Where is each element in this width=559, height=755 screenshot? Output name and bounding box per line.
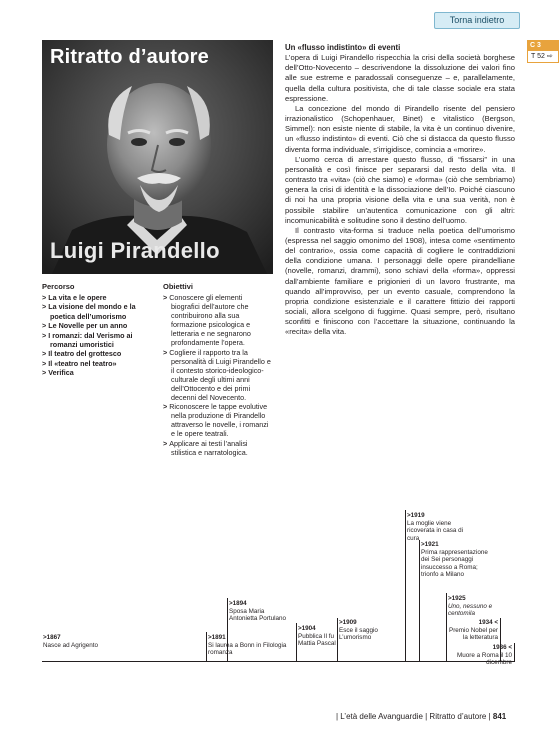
timeline-event-1921: >1921 Prima rappresentazione dei Sei personaggi insuccesso a Roma; trionfo a Milano: [421, 541, 488, 578]
section-title: Ritratto d’autore: [50, 46, 209, 68]
page-number: 841: [492, 712, 507, 721]
chapter-ref-link[interactable]: T 52 ⇨: [527, 51, 559, 63]
article-paragraph: Il contrasto vita-forma si traduce nella poetica dell’umorismo (espressa nel saggio omonimo del 1908), intesa come «sentimento del contrario», ossia come capacità di cogliere le contraddizioni della condizione umana. I personaggi delle opere pirandelliane (novelle, romanzi, drammi), sono schiavi della «forma», oppressi dall’ambiente familiare e prigionieri di un lavoro frustrante, ma quando all’improvviso, per un evento casuale, comprendono la propria condizione esistenziale e il carattere fittizio dei rapporti sociali, allora scelgono di fuggirne. Quasi sempre, però, risultano sconfitti e finiscono con l’accettare la situazione, continuando la «recita» della vita.: [285, 225, 515, 337]
percorso-item-teatro-grottesco[interactable]: > Il teatro del grottesco: [42, 349, 157, 358]
footer-page-title: | Ritratto d’autore |: [425, 712, 491, 721]
timeline-axis: [42, 661, 515, 662]
timeline-event-1936: 1936 < Muore a Roma il 10 dicembre: [457, 644, 512, 666]
timeline-marker: [405, 510, 406, 661]
article-paragraph: La concezione del mondo di Pirandello risente del pensiero irrazionalistico (Schopenhauer, Binet) e vitalistico (Bergson, Simmel): non esiste niente di stabile, la vita è un continuo divenire, un «flusso indistinto» di eventi. Ciò che si distacca da questo flusso diventa forma individuale, s’irrigidisce, comincia a «morire».: [285, 103, 515, 154]
obiettivi-heading: Obiettivi: [163, 282, 194, 291]
percorso-item-verifica[interactable]: > Verifica: [42, 368, 157, 377]
obiettivo-item: > Applicare ai testi l’analisi stilistica e narratologica.: [163, 439, 273, 457]
percorso-item-novelle[interactable]: > Le Novelle per un anno: [42, 321, 157, 330]
percorso-item-vita[interactable]: > La vita e le opere: [42, 293, 157, 302]
timeline-event-1867: >1867 Nasce ad Agrigento: [43, 634, 98, 649]
article-paragraph: L’opera di Luigi Pirandello rispecchia la crisi della società borghese dell’Otto-Novecento – descrivendone la dissoluzione dei valori fino alle sue estreme e paradossali conseguenze – e, parallelamente, quella della cultura positivista, che di tale classe sociale era stata espressione.: [285, 53, 515, 103]
timeline-marker: [337, 618, 338, 661]
timeline-event-1919: >1919 La moglie viene ricoverata in casa di cura: [407, 512, 463, 542]
chapter-code: C 3: [527, 40, 559, 51]
percorso-section: [42, 282, 157, 378]
article-paragraph: L’uomo cerca di arrestare questo flusso, di “fissarsi” in una personalità e così finisce per separarsi dal resto della vita. Il contrasto tra «vita» (ciò che siamo) e «forma» (ciò che sembriamo) genera la crisi di identità e la dissociazione dell’Io. Poiché ciascuno di noi ha una propria visione della vita e una sua verità, non è possibile stabilire un’autentica comunicazione con gli altri: incomunicabilità e solitudine sono il destino dell’uomo.: [285, 154, 515, 225]
obiettivo-item: > Conoscere gli elementi biografici dell’autore che contribuirono alla sua formazione psicologica e letteraria e ne segnarono profondamente l’opera.: [163, 293, 273, 348]
timeline-marker: [296, 623, 297, 661]
article-heading: Un «flusso indistinto» di eventi: [285, 43, 401, 52]
timeline-marker: [514, 643, 515, 661]
timeline-event-1934: 1934 < Premio Nobel per la letteratura: [449, 619, 498, 641]
timeline-event-1904: >1904 Pubblica Il fu Mattia Pascal: [298, 625, 336, 647]
obiettivo-item: > Cogliere il rapporto tra la personalità di Luigi Pirandello e il contesto storico-ideologico-culturale degli ultimi anni dell’Ottocento e dei primi decenni del Novecento.: [163, 348, 273, 403]
article-body: [285, 43, 515, 338]
percorso-heading: Percorso: [42, 282, 75, 291]
timeline-event-1909: >1909 Esce il saggio L’umorismo: [339, 619, 378, 641]
timeline-event-1891: >1891 Si laurea a Bonn in Filologia romanza: [208, 634, 287, 656]
obiettivi-section: [163, 282, 273, 457]
author-name: Luigi Pirandello: [50, 238, 220, 263]
timeline-event-1894: >1894 Sposa Maria Antonietta Portulano: [229, 600, 287, 622]
footer-section: | L’età delle Avanguardie: [336, 712, 423, 721]
percorso-item-teatro-nel-teatro[interactable]: > Il «teatro nel teatro»: [42, 359, 157, 368]
chapter-tab[interactable]: [527, 40, 559, 63]
page-footer: [336, 712, 506, 721]
obiettivo-item: > Riconoscere le tappe evolutive nella produzione di Pirandello attraverso le novelle, i romanzi e le opere teatrali.: [163, 402, 273, 438]
timeline-marker: [206, 632, 207, 661]
percorso-item-romanzi[interactable]: > I romanzi: dal Verismo ai romanzi umoristici: [42, 331, 157, 350]
back-button[interactable]: Torna indietro: [434, 12, 520, 29]
timeline-event-1925: >1925 Uno, nessuno e centomila: [448, 595, 493, 617]
percorso-item-visione[interactable]: > La visione del mondo e la poetica dell’umorismo: [42, 302, 157, 321]
timeline-marker: [419, 540, 420, 661]
